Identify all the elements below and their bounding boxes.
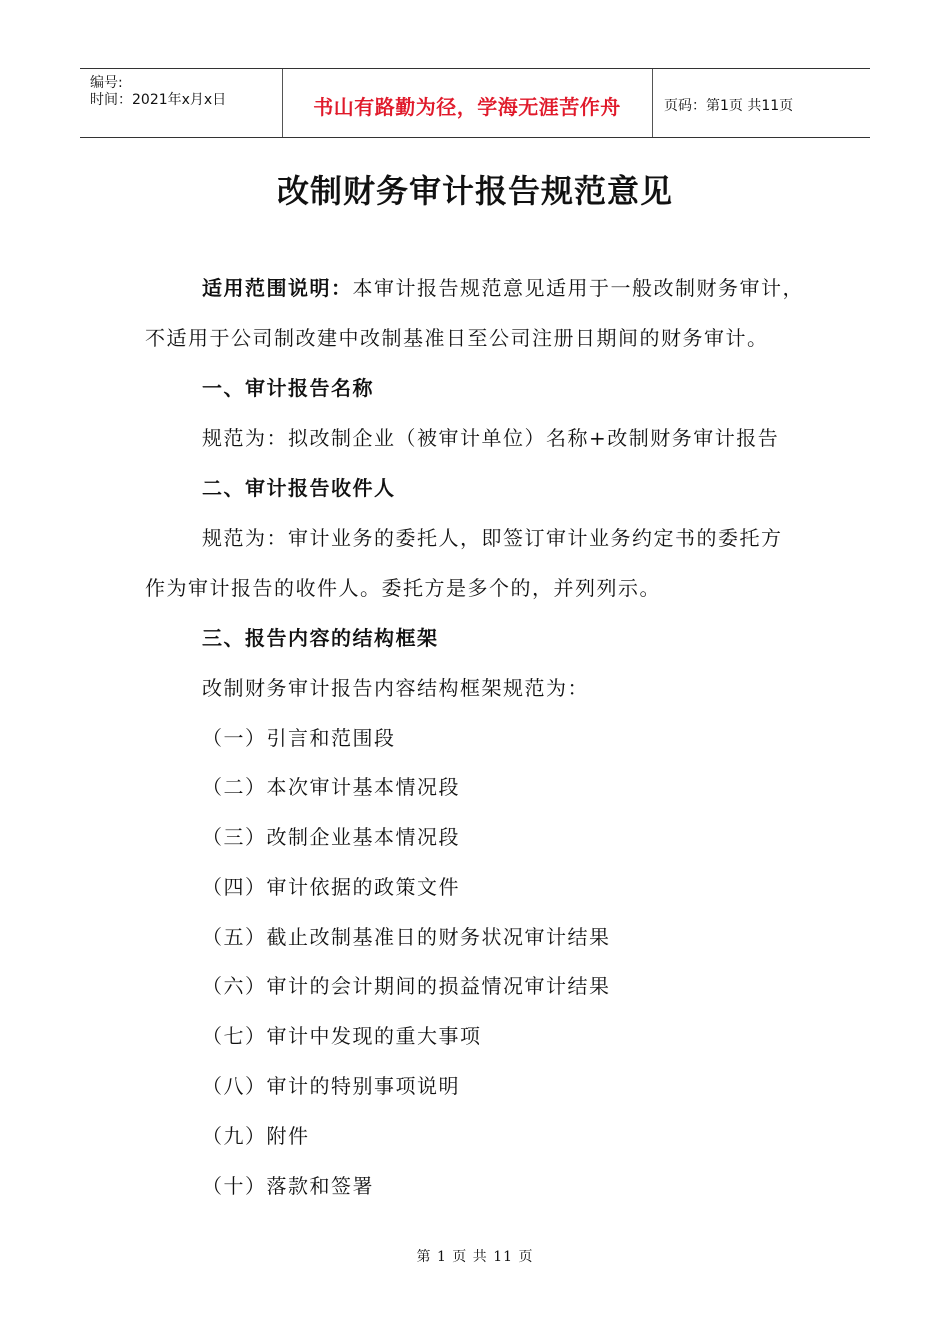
section-1-line-1: 规范为：拟改制企业（被审计单位）名称+改制财务审计报告: [202, 426, 780, 450]
section-heading-3: 三、报告内容的结构框架: [202, 626, 439, 650]
scope-label: 适用范围说明：: [202, 276, 353, 300]
header-left-cell: [80, 69, 283, 137]
scope-text-line2: 不适用于公司制改建中改制基准日至公司注册日期间的财务审计。: [145, 326, 769, 350]
section-2-line-2: 作为审计报告的收件人。委托方是多个的，并列列示。: [145, 576, 661, 600]
page-footer: 第 1 页 共 11 页: [416, 1249, 534, 1265]
page-info: 页码：第1页 共11页: [664, 98, 794, 114]
date-label: 时间：2021年x月x日: [90, 92, 227, 108]
number-label: 编号:: [90, 75, 123, 91]
section-heading-1: 一、审计报告名称: [202, 376, 374, 400]
list-item: （十）落款和签署: [202, 1174, 374, 1198]
scope-text-line1: 本审计报告规范意见适用于一般改制财务审计，: [352, 276, 804, 300]
document-title: 改制财务审计报告规范意见: [276, 172, 673, 210]
list-item: （四）审计依据的政策文件: [202, 875, 460, 899]
header-table: [80, 68, 870, 138]
list-item: （三）改制企业基本情况段: [202, 825, 460, 849]
header-middle-cell: [282, 69, 653, 137]
list-item: （八）审计的特别事项说明: [202, 1074, 460, 1098]
scope-paragraph: [202, 272, 804, 301]
list-item: （九）附件: [202, 1124, 310, 1148]
list-item: （七）审计中发现的重大事项: [202, 1024, 482, 1048]
list-item: （一）引言和范围段: [202, 726, 396, 750]
section-3-line-1: 改制财务审计报告内容结构框架规范为：: [202, 676, 589, 700]
list-item: （六）审计的会计期间的损益情况审计结果: [202, 974, 611, 998]
motto: 书山有路勤为径，学海无涯苦作舟: [313, 95, 621, 119]
header-right-cell: [652, 69, 870, 137]
list-item: （二）本次审计基本情况段: [202, 775, 460, 799]
list-item: （五）截止改制基准日的财务状况审计结果: [202, 925, 611, 949]
section-heading-2: 二、审计报告收件人: [202, 476, 396, 500]
section-2-line-1: 规范为：审计业务的委托人，即签订审计业务约定书的委托方: [202, 526, 783, 550]
